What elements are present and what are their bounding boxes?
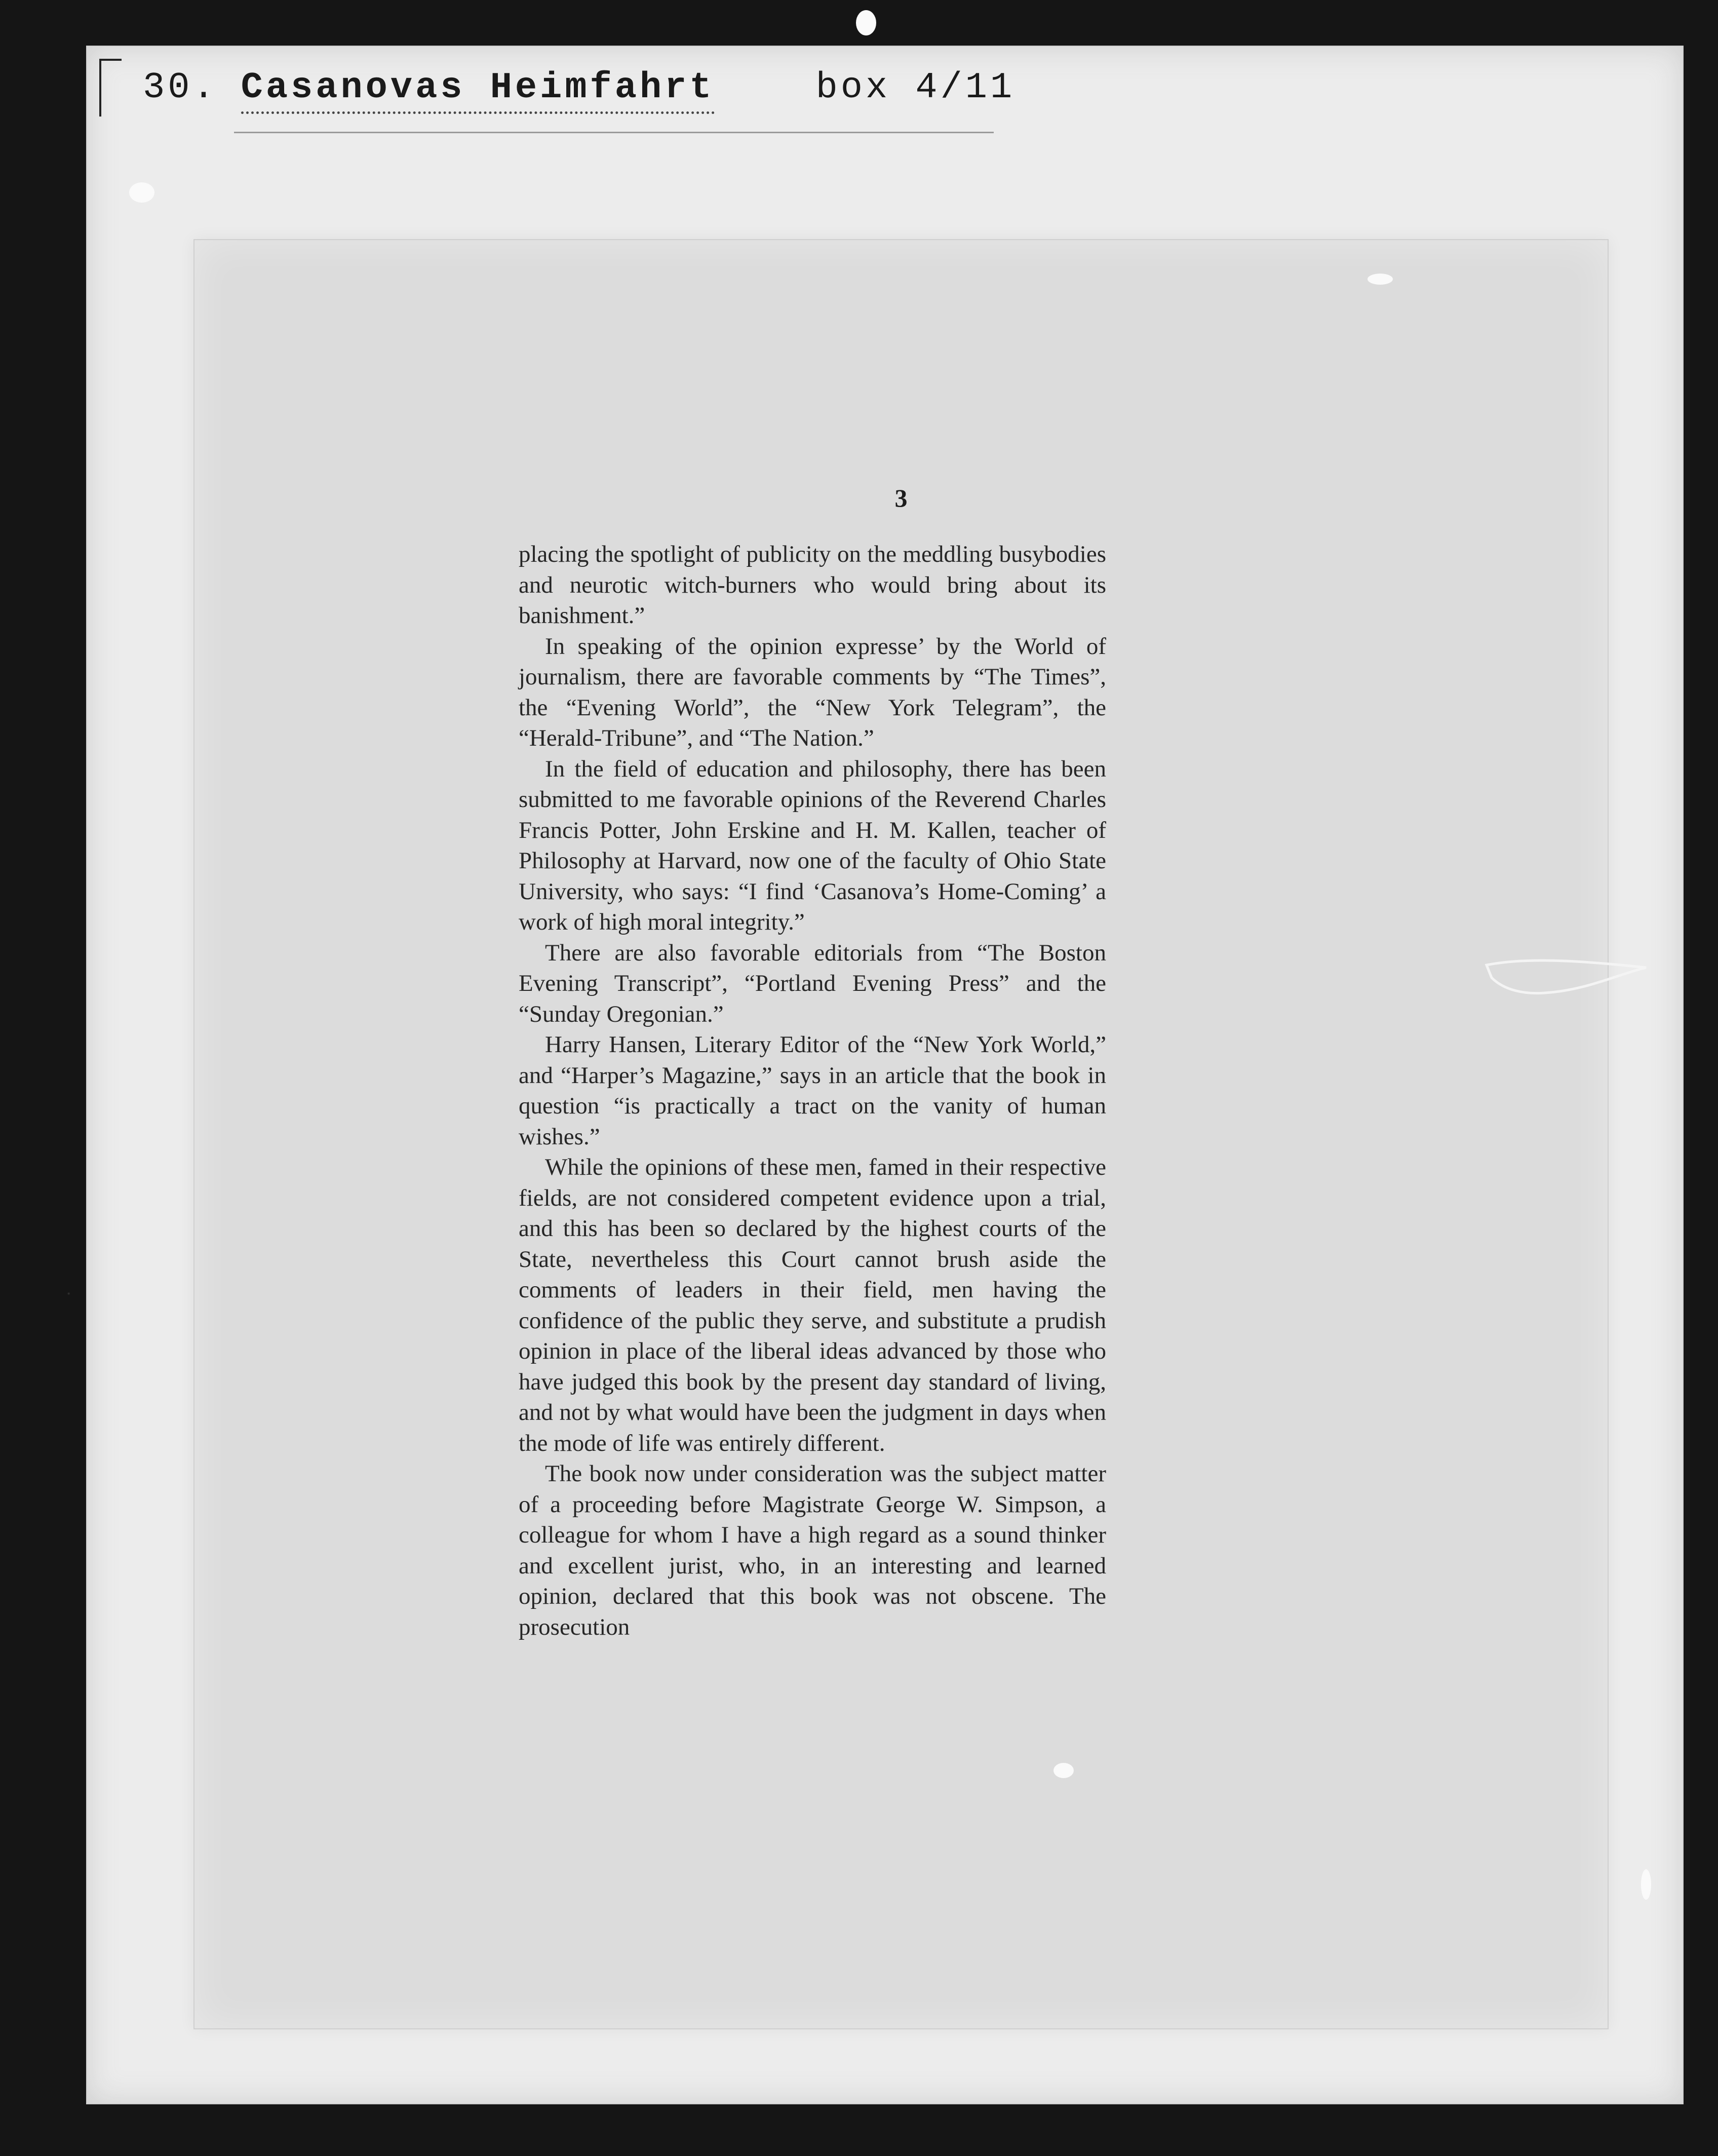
paragraph: The book now under consideration was the subject matter of a proceeding before Magistrate George W. Simpson, a colleague for whom I have a high regard as a sound thinker and excellent jurist, who, in an interesting and learned opinion, declared that this book was not obscene. The prosecution [519, 1460, 1106, 1640]
dust-fleck [1368, 274, 1393, 285]
paragraph: Harry Hansen, Literary Editor of the “New York World,” and “Harper’s Magazine,” says in an article that the book in question “is practically a tract on the vanity of human wishes.” [519, 1031, 1106, 1150]
card-corner-mark [99, 59, 122, 117]
card-header [143, 67, 1015, 128]
dust-fleck [1641, 1869, 1651, 1900]
box-label: box 4/11 [815, 67, 1016, 108]
document-page [193, 239, 1609, 2029]
dust-fleck [129, 182, 154, 203]
paragraph: While the opinions of these men, famed in their respective fields, are not considered competent evidence upon a trial, and this has been so declared by the highest courts of the State, nevertheless this Court cannot brush aside the comments of leaders in their field, men having the confidence of the public they serve, and substitute a prudish opinion in place of the liberal ideas advanced by those who have judged this book by the present day standard of living, and not by what would have been the judgment in days when the mode of life was entirely different. [519, 1154, 1106, 1456]
paragraph: In speaking of the opinion expresse’ by the World of journalism, there are favorable comments by “The Times”, the “Evening World”, the “New York Telegram”, the “Herald-Tribune”, and “The Nation.” [519, 633, 1106, 751]
header-rule [234, 132, 994, 133]
body-text [519, 539, 1106, 1642]
paragraph: There are also favorable editorials from “The Boston Evening Transcript”, “Portland Evening Press” and the “Sunday Oregonian.” [519, 939, 1106, 1027]
paragraph: placing the spotlight of publicity on the meddling busybodies and neurotic witch-burners who would bring about its banishment.” [519, 541, 1106, 629]
card-number: 30. [143, 67, 218, 108]
dust-fleck [1053, 1763, 1074, 1778]
page-number: 3 [894, 484, 908, 512]
card-title: Casanovas Heimfahrt [241, 67, 715, 114]
dust-fleck [856, 10, 876, 35]
index-card [86, 46, 1684, 2104]
scratch-mark [1484, 955, 1651, 1000]
paragraph: In the field of education and philosophy, there has been submitted to me favorable opinions of the Reverend Charles Francis Potter, John Erskine and H. M. Kallen, teacher of Philosophy at Harvard, now one of the faculty of Ohio State University, who says: “I find ‘Casanova’s Home-Coming’ a work of high moral integrity.” [519, 755, 1106, 935]
